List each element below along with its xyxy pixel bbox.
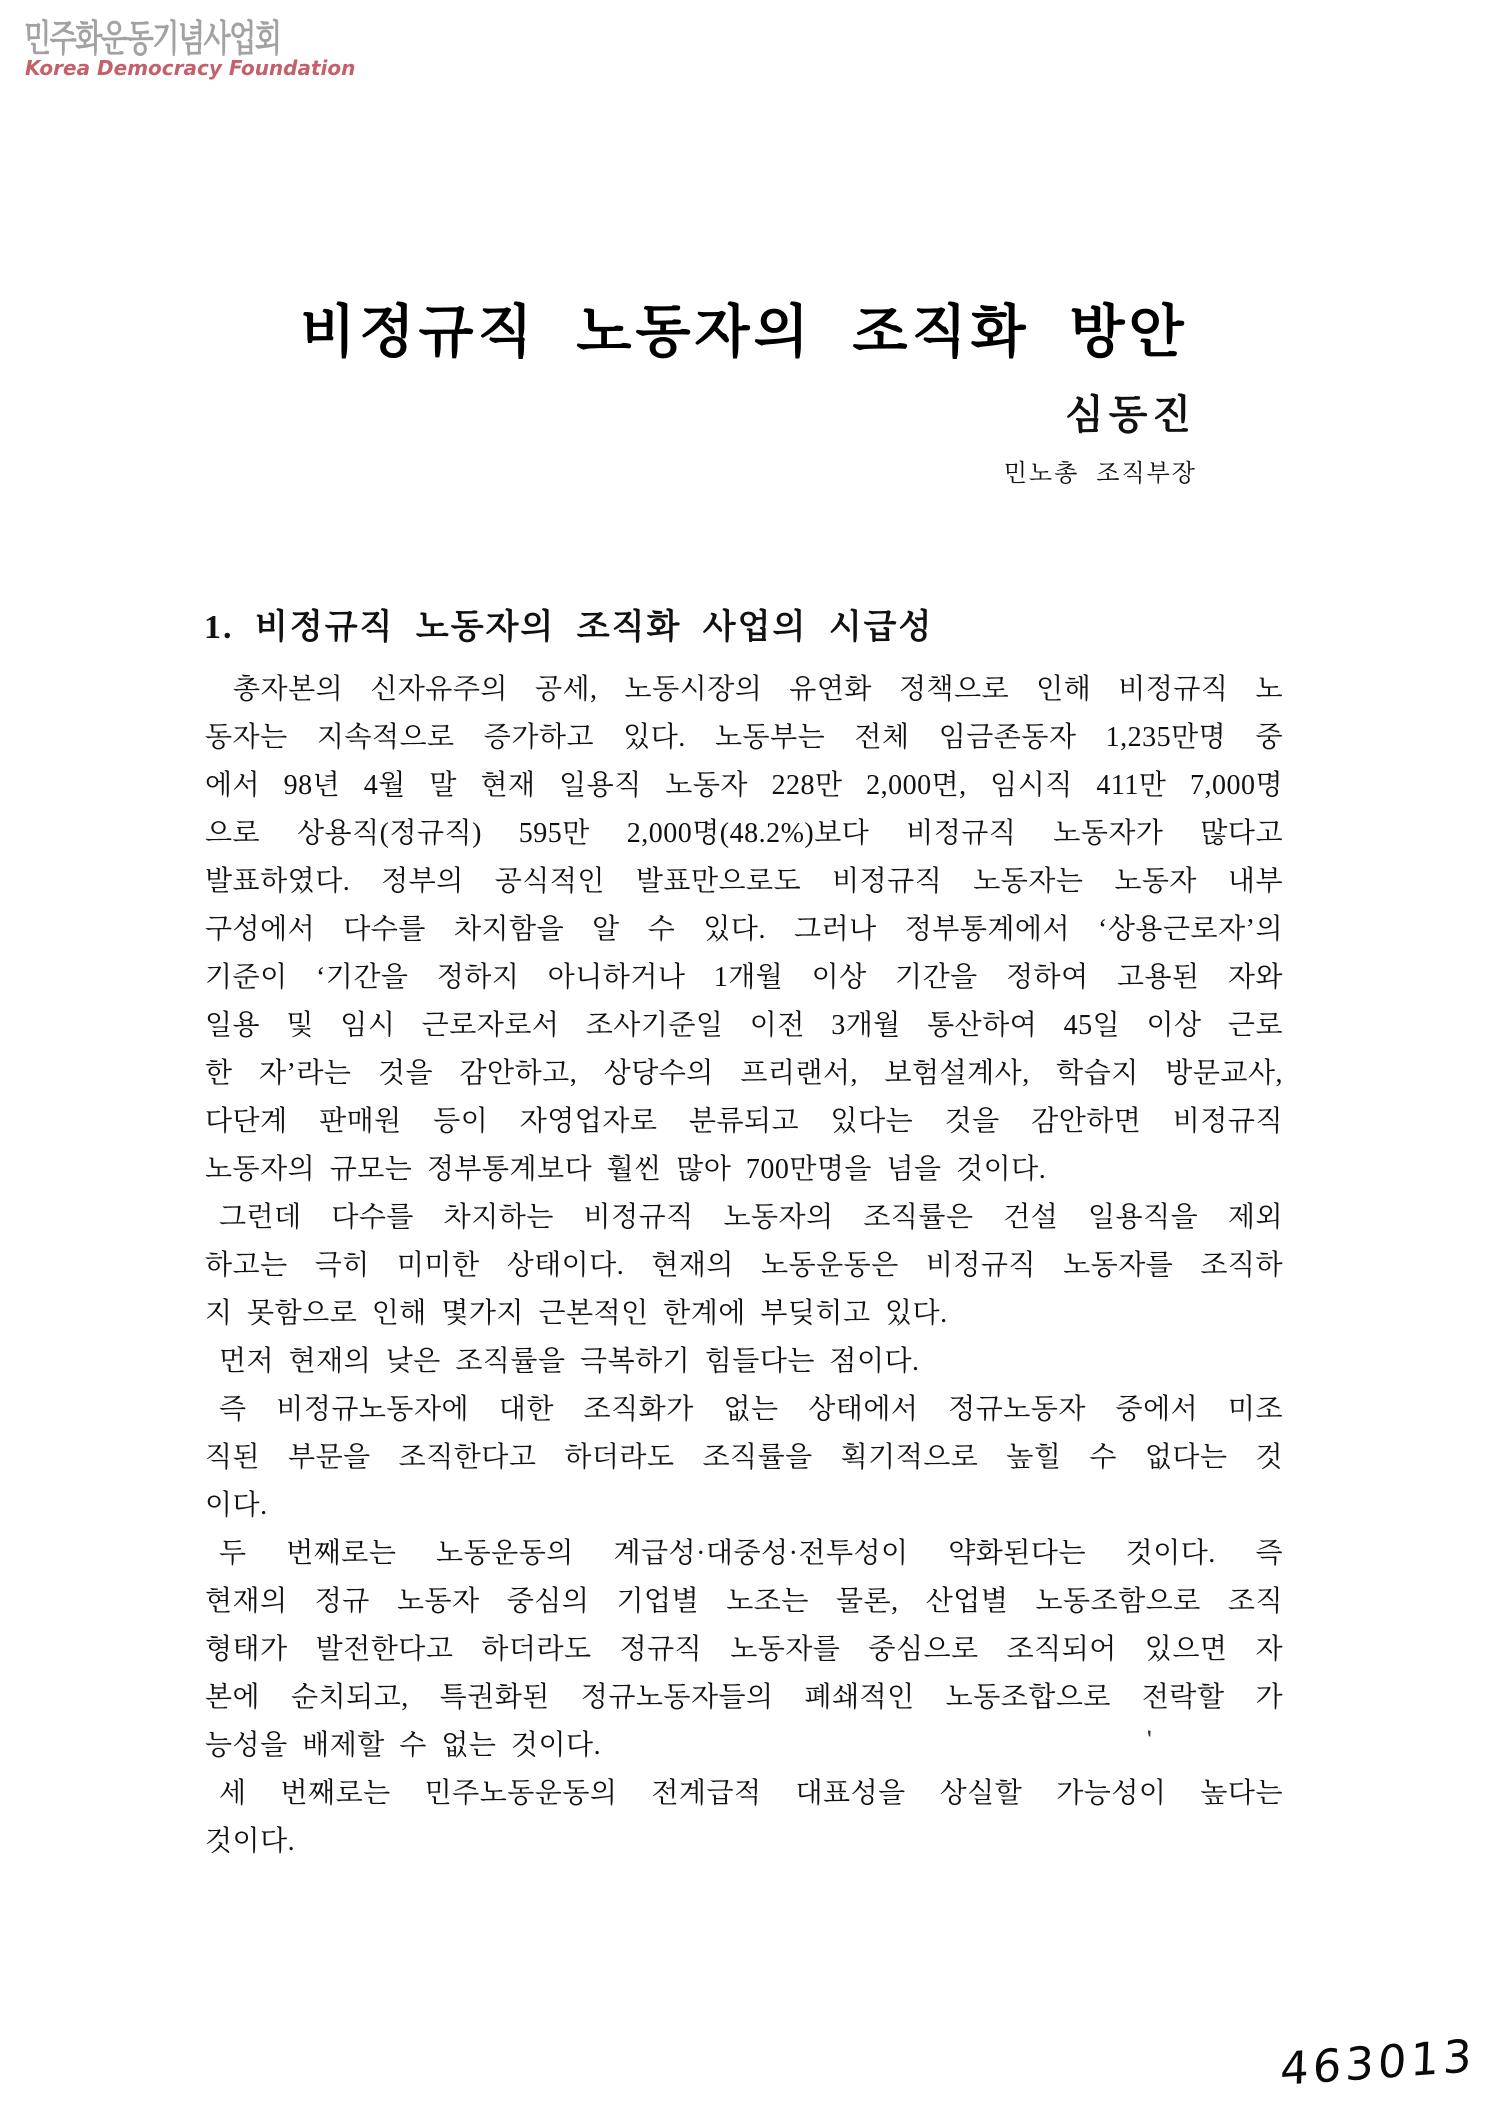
archive-number-handwritten: 463013 (1279, 2029, 1477, 2096)
body-line: 총자본의 신자유주의 공세, 노동시장의 유연화 정책으로 인해 비정규직 노 (233, 674, 1283, 705)
body-line: 동자는 지속적으로 증가하고 있다. 노동부는 전체 임금존동자 1,235만명 중 (205, 722, 1283, 753)
body-line: 으로 상용직(정규직) 595만 2,000명(48.2%)보다 비정규직 노동자가 많다고 (205, 818, 1283, 849)
body-line: 일용 및 임시 근로자로서 조사기준일 이전 3개월 통산하여 45일 이상 근로 (205, 1010, 1283, 1041)
body-line: 구성에서 다수를 차지함을 알 수 있다. 그러나 정부통계에서 ‘상용근로자’의 (205, 914, 1283, 945)
body-line: 직된 부문을 조직한다고 하더라도 조직률을 획기적으로 높힐 수 없다는 것 (205, 1442, 1283, 1473)
body-line: 지 못함으로 인해 몇가지 근본적인 한계에 부딪히고 있다. (205, 1298, 948, 1329)
body-line: 능성을 배제할 수 없는 것이다. (205, 1730, 602, 1761)
author-name: 심동진 (1065, 392, 1196, 437)
body-line: 두 번째로는 노동운동의 계급성·대중성·전투성이 약화된다는 것이다. 즉 (219, 1538, 1283, 1569)
body-line: 기준이 ‘기간을 정하지 아니하거나 1개월 이상 기간을 정하여 고용된 자와 (205, 962, 1283, 993)
body-line: 본에 순치되고, 특권화된 정규노동자들의 폐쇄적인 노동조합으로 전락할 가 (205, 1682, 1283, 1713)
body-line: 그런데 다수를 차지하는 비정규직 노동자의 조직률은 건설 일용직을 제외 (219, 1202, 1283, 1233)
body-line: 세 번째로는 민주노동운동의 전계급적 대표성을 상실할 가능성이 높다는 (219, 1778, 1283, 1809)
body-line: 이다. (205, 1490, 268, 1521)
body-line: 발표하였다. 정부의 공식적인 발표만으로도 비정규직 노동자는 노동자 내부 (205, 866, 1283, 897)
foundation-logo-english: Korea Democracy Foundation (25, 56, 356, 80)
body-line: 것이다. (205, 1826, 296, 1857)
body-line: 형태가 발전한다고 하더라도 정규직 노동자를 중심으로 조직되어 있으면 자 (205, 1634, 1283, 1665)
section-heading: 1. 비정규직 노동자의 조직화 사업의 시급성 (204, 609, 934, 647)
document-title: 비정규직 노동자의 조직화 방안 (300, 299, 1188, 366)
body-line: 노동자의 규모는 정부통계보다 훨씬 많아 700만명을 넘을 것이다. (205, 1154, 1047, 1185)
body-line: 에서 98년 4월 말 현재 일용직 노동자 228만 2,000면, 임시직 411만 7,000명 (205, 770, 1283, 801)
document-body (205, 666, 1283, 1866)
foundation-logo-korean: 민주화운동기념사업회 (24, 17, 281, 60)
body-line: 먼저 현재의 낮은 조직률을 극복하기 힘들다는 점이다. (219, 1346, 920, 1377)
body-line: 한 자’라는 것을 감안하고, 상당수의 프리랜서, 보험설계사, 학습지 방문교사, (205, 1058, 1283, 1089)
body-line: 현재의 정규 노동자 중심의 기업별 노조는 물론, 산업별 노동조함으로 조직 (205, 1586, 1283, 1617)
body-line: 다단계 판매원 등이 자영업자로 분류되고 있다는 것을 감안하면 비정규직 (205, 1106, 1283, 1137)
body-line: 즉 비정규노동자에 대한 조직화가 없는 상태에서 정규노동자 중에서 미조 (219, 1394, 1283, 1425)
scan-artifact-mark: ‛ (1140, 1725, 1155, 1755)
body-line: 하고는 극히 미미한 상태이다. 현재의 노동운동은 비정규직 노동자를 조직하 (205, 1250, 1283, 1281)
author-affiliation: 민노총 조직부장 (1003, 461, 1197, 487)
